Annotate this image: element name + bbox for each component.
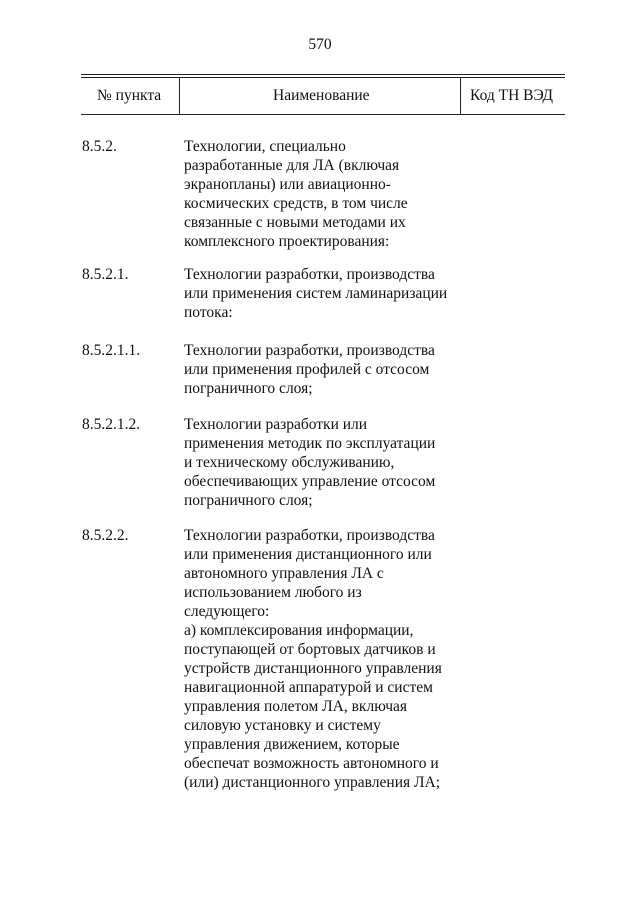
description-line: Технологии, специально <box>184 138 346 155</box>
item-description <box>184 265 474 322</box>
item-description <box>184 341 474 398</box>
header-col-code: Код ТН ВЭД <box>470 87 554 104</box>
header-top-rule-inner <box>81 77 565 78</box>
header-top-rule <box>81 74 565 75</box>
description-line: или применения систем ламинаризации <box>184 285 448 302</box>
description-line: Технологии разработки или <box>184 416 368 433</box>
description-line: силовую установку и систему <box>184 717 381 734</box>
item-number: 8.5.2. <box>82 138 117 155</box>
description-line: космических средств, в том числе <box>184 195 408 212</box>
description-line: следующего: <box>184 603 270 620</box>
page-number: 570 <box>308 36 332 53</box>
description-line: комплексного проектирования: <box>184 233 390 250</box>
item-description <box>184 526 474 792</box>
header-divider-1 <box>179 78 180 114</box>
description-line: пограничного слоя; <box>184 492 313 509</box>
description-line: использованием любого из <box>184 584 362 601</box>
description-line: Технологии разработки, производства <box>184 266 435 283</box>
description-line: Технологии разработки, производства <box>184 342 435 359</box>
description-line: Технологии разработки, производства <box>184 527 435 544</box>
description-line: управления движением, которые <box>184 736 400 753</box>
description-line: экранопланы) или авиационно- <box>184 176 391 193</box>
description-line: поступающей от бортовых датчиков и <box>184 641 436 658</box>
description-line: устройств дистанционного управления <box>184 660 442 677</box>
description-line: или применения профилей с отсосом <box>184 361 430 378</box>
item-description <box>184 415 474 510</box>
description-line: или применения дистанционного или <box>184 546 432 563</box>
description-line: (или) дистанционного управления ЛА; <box>184 774 441 791</box>
description-line: автономного управления ЛА с <box>184 565 384 582</box>
description-line: потока: <box>184 304 233 321</box>
description-line: пограничного слоя; <box>184 380 313 397</box>
description-line: и техническому обслуживанию, <box>184 454 395 471</box>
description-line: обеспечивающих управление отсосом <box>184 473 436 490</box>
description-line: обеспечат возможность автономного и <box>184 755 439 772</box>
item-number: 8.5.2.1. <box>82 266 129 283</box>
table-header <box>81 74 565 114</box>
description-line: разработанные для ЛА (включая <box>184 157 400 174</box>
item-number: 8.5.2.1.1. <box>82 342 141 359</box>
description-line: применения методик по эксплуатации <box>184 435 436 452</box>
description-line: связанные с новыми методами их <box>184 214 406 231</box>
description-line: навигационной аппаратурой и систем <box>184 679 433 696</box>
item-number: 8.5.2.2. <box>82 527 129 544</box>
header-col-name: Наименование <box>273 87 370 104</box>
header-col-number: № пункта <box>97 87 162 104</box>
description-line: а) комплексирования информации, <box>184 622 414 639</box>
description-line: управления полетом ЛА, включая <box>184 698 407 715</box>
header-divider-2 <box>460 78 461 114</box>
item-description <box>184 137 474 251</box>
header-bottom-rule <box>81 114 565 115</box>
item-number: 8.5.2.1.2. <box>82 416 141 433</box>
